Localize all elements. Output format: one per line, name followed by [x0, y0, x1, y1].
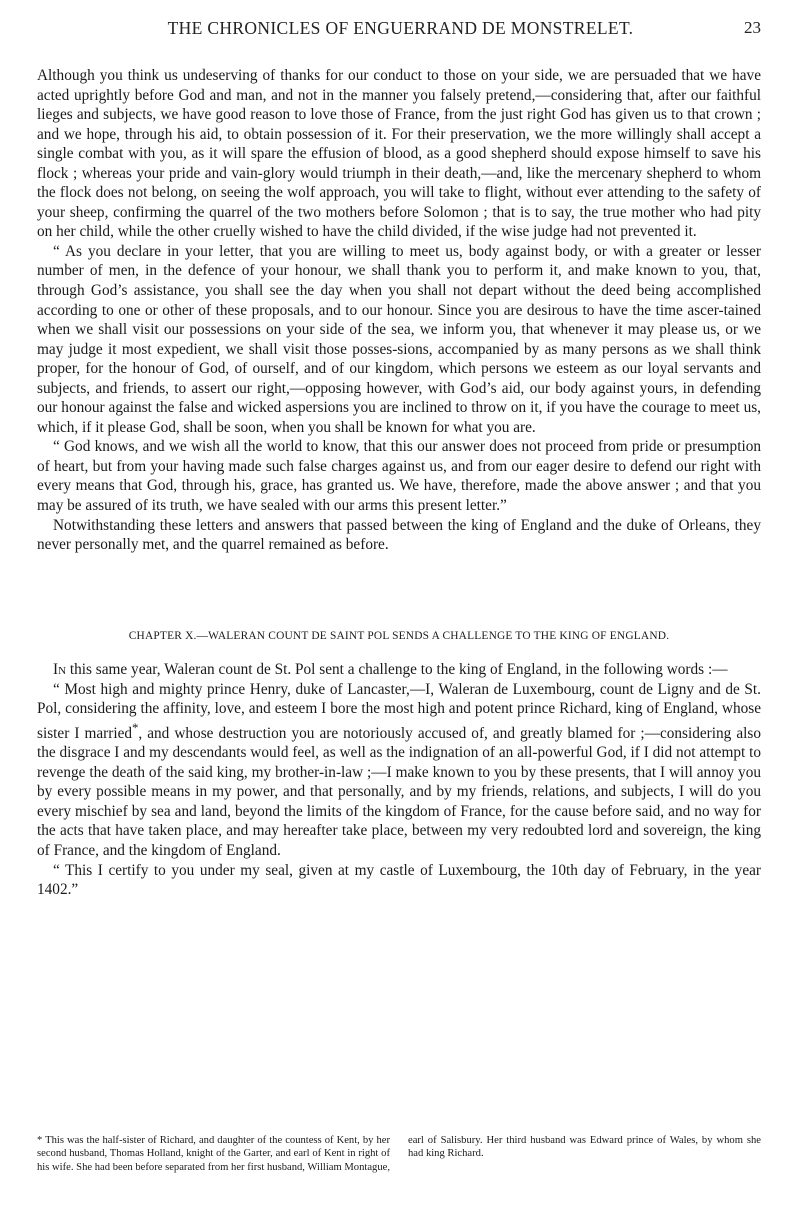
- paragraph: Although you think us undeserving of thanks for our conduct to those on your side, we are persuaded that we have acted uprightly before God and man, and not in the manner you falsely pretend,—considering that, after our faithful lieges and subjects, we have good reason to love those of France, from the just right God has given us to that crown ; and we hope, through his aid, to obtain possession of it. For their preservation, we the more willingly shall accept a single combat with you, as it will spare the effusion of blood, as a good shepherd should expose himself to save his flock ; whereas your pride and vain-glory would triumph in their death,—and, like the mercenary shepherd to whom the flock does not belong, on seeing the wolf approach, you will take to flight, without ever attending to the safety of your sheep, confirming the quarrel of the two mothers before Solomon ; that is to say, the true mother who had pity on her child, while the other cruelly wished to have the child divided, if the wise judge had not prevented it.: [37, 67, 761, 241]
- page-header: [0, 18, 801, 46]
- footnotes: [37, 1134, 761, 1174]
- letter-closing: “ This I certify to you under my seal, given at my castle of Luxembourg, the 10th day of February, in the year 1402.”: [37, 861, 761, 899]
- chapter-opening-paragraph: [37, 660, 761, 680]
- letter-paragraph: [37, 680, 761, 861]
- lead-word: In: [53, 661, 67, 678]
- running-title: THE CHRONICLES OF ENGUERRAND DE MONSTRELET.: [167, 18, 634, 38]
- paragraph: Notwithstanding these letters and answers that passed between the king of England and the duke of Orleans, they never personally met, and the quarrel remained as before.: [37, 516, 761, 554]
- main-text: [37, 66, 761, 555]
- paragraph: “ God knows, and we wish all the world to know, that this our answer does not proceed from pride or presumption of heart, but from your having made such false charges against us, and from our eager desire to defend our right with every means that God, through his, grace, has granted us. We have, therefore, made the above answer ; and that you may be assured of its truth, we have sealed with our arms this present letter.”: [37, 438, 761, 515]
- letter-text-continued: , and whose destruction you are notoriously accused of, and greatly blamed for ;—considering also the disgrace I and my descendants would feel, as well as the indignation of an all-powerful God, if I did not attempt to revenge the death of the said king, my brother-in-law ;—I make known to you by these presents, that I will annoy you by every possible means in my power, and that personally, and by my friends, relations, and subjects, I will do you every mischief by sea and land, beyond the limits of the kingdom of France, for the cause before said, and no way for the acts that have taken place, and may hereafter take place, between my very redoubted lord and sovereign, the king of France, and the kingdom of England.: [37, 724, 761, 860]
- letter-text: “ Most high and mighty prince Henry, duke of Lancaster,—I, Waleran de Luxembourg, count de Ligny and de St. Pol, considering the affinity, love, and esteem I bore the most high and potent prince Richard, king of England, whose sister I married: [37, 680, 761, 742]
- footnote-marker: *: [132, 720, 139, 735]
- paragraph: “ As you declare in your letter, that you are willing to meet us, body against body, or with a greater or lesser number of men, in the defence of your honour, we shall thank you to perform it, and make known to you, that, through God’s assistance, you shall see the day when you shall not depart without the deed being accomplished according to one or other of these proposals, and to our honour. Since you are desirous to have the time ascer-tained when we shall visit our possessions on your side of the sea, we inform you, that whenever it may please us, or we may judge it most expedient, we shall visit those posses-sions, accompanied by as many persons as we shall think proper, for the honour of God, of ourself, and of our kingdom, which persons we esteem as our loyal servants and subjects, and friends, to assert our right,—opposing however, with God’s aid, our body against yours, in defending our honour against the false and wicked aspersions you are inclined to throw on it, if you have the courage to meet us, which, if it please God, shall be soon, when you shall be known for what you are.: [37, 242, 761, 436]
- opening-text: this same year, Waleran count de St. Pol sent a challenge to the king of England, in the following words :—: [66, 661, 728, 678]
- chapter-text: [37, 660, 761, 900]
- page-number: 23: [744, 18, 761, 37]
- chapter-heading: CHAPTER X.—WALERAN COUNT DE SAINT POL SENDS A CHALLENGE TO THE KING OF ENGLAND.: [128, 630, 670, 642]
- footnote: * This was the half-sister of Richard, and daughter of the countess of Kent, by her second husband, Thomas Holland, knight of the Garter, and earl of Kent in right of his wife. She had been before separated from her first husband, William Montague, earl of Salisbury. Her third husband was Edward prince of Wales, by whom she had king Richard.: [37, 1135, 761, 1173]
